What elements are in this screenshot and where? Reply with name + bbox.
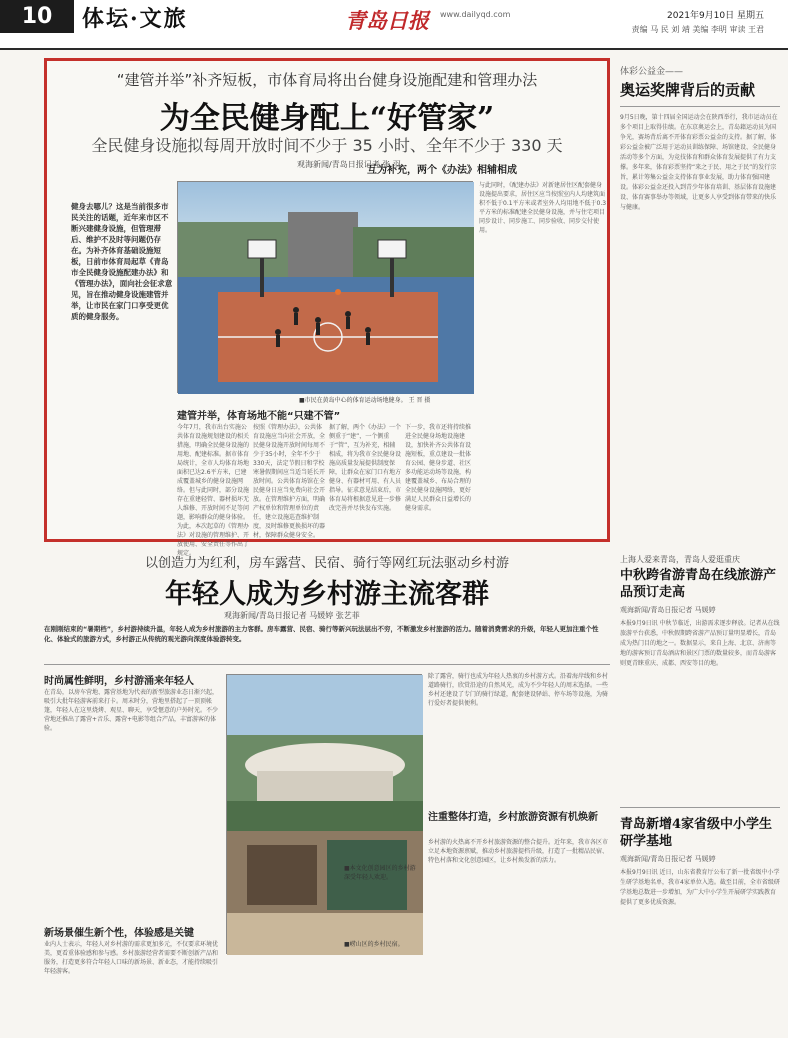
newspaper-logo: 青岛日报 — [345, 8, 429, 33]
editor-credits: 责编 马 民 刘 靖 美编 李明 审读 王君 — [631, 25, 764, 34]
second-column-2: 除了露营，骑行也成为年轻人热衷的乡村游方式。沿着海岸线和乡村道路骑行，欣赏沿途的自然风光，成为不少年轻人的周末选择。一些乡村还建设了专门的骑行绿道，配套建设驿站、停车场等设施，为骑行爱好者提供便利。 — [428, 673, 609, 707]
rural-photo-caption-a: ■本文化创意园区的乡村游深受年轻人欢迎。 — [344, 865, 416, 881]
article-kicker: “建管并举”补齐短板，市体育局将出台健身设施配建和管理办法 — [116, 71, 538, 89]
side-news-column — [620, 552, 780, 1036]
second-column-4: 业内人士表示，年轻人对乡村游的需求更加多元，不仅要求环境优美，更看重体验感和参与感。乡村旅游经营者需要不断创新产品和服务，打造更多符合年轻人口味的新场景、新业态，才能持续吸引年轻游客。 — [44, 941, 219, 975]
rural-photo-illustration — [227, 675, 423, 955]
side-news-byline: 观海新闻/青岛日报记者 马媛婷 — [620, 855, 716, 863]
side-lead-byline: 观海新闻/青岛日报记者 马媛婷 — [620, 606, 716, 614]
second-column-1: 在青岛，以房车营地、露营基地为代表的新型旅游业态日渐兴起，吸引大批年轻游客前来打卡。周末时分，营地里搭起了一顶顶帐篷，年轻人在这里烧烤、观星、聊天，享受惬意的户外时光。不少营地还推出了露营+音乐、露营+电影等组合产品，丰富游客的体验。 — [44, 689, 219, 732]
side-news-headline: 青岛新增4家省级中小学生研学基地 — [620, 817, 773, 849]
article-headline: 为全民健身配上“好管家” — [159, 101, 495, 136]
side-news-body: 本报9月9日讯 近日，山东省教育厅公布了新一批省级中小学生研学基地名单，我市4家单位入选。截至目前，全市省级研学基地总数进一步增加，为广大中小学生开展研学实践教育提供了更多优质资源。 — [620, 869, 780, 906]
featured-article — [44, 58, 610, 557]
second-byline: 观海新闻/青岛日报记者 马媛婷 张艺菲 — [224, 611, 360, 620]
issue-date: 2021年9月10日 星期五 — [667, 11, 764, 21]
subhead-build-manage: 建管并举，体育场地不能“只建不管” — [177, 411, 341, 422]
subhead-new-scenes: 新场景催生新个性，体验感是关键 — [44, 928, 194, 939]
body-column-4: 下一步，我市还将持续推进全民健身场地设施建设，加快补齐公共体育设施短板，重点建设一批体育公园、健身步道、社区多功能运动场等设施，构建覆盖城乡、布局合理的全民健身设施网络，更好满足人民群众日益增长的健身需求。 — [405, 424, 472, 512]
side-lead-headline: 中秋跨省游青岛在线旅游产品预订走高 — [620, 568, 777, 600]
section-title: 体坛·文旅 — [82, 6, 188, 32]
masthead — [0, 0, 788, 50]
side-headline: 奥运奖牌背后的贡献 — [620, 81, 756, 99]
article-byline: 观海新闻/青岛日报记者 张 羽 — [297, 160, 401, 169]
subhead-complementary: 互为补充，两个《办法》相辅相成 — [367, 165, 517, 176]
court-photo-illustration — [178, 182, 474, 394]
second-intro: 在刚刚结束的“暑期档”，乡村游持续升温，年轻人成为乡村旅游的主力客群。房车露营、民宿、骑行等新兴玩法层出不穷，不断激发乡村旅游的活力。随着消费需求的升级，年轻人更加注重个性化、体验式的旅游方式，乡村游正从传统的观光游向深度体验游转变。 — [44, 625, 599, 643]
article-subtitle: 全民健身设施拟每周开放时间不少于 35 小时、全年不少于 330 天 — [91, 136, 563, 155]
body-column-2: 按照《管理办法》，公共体育设施应当向社会开放，全民健身设施开放时间每周不少于35小时，全年不少于330天，法定节假日和学校寒暑假期间应当适当延长开放时间。公共体育场馆在全民健身日应当免费向社会开放。在管理维护方面，明确产权单位和管理单位的责任，建立设施巡查维护制度，及时维修更换损坏的器材，保障群众健身安全。 — [253, 424, 326, 539]
side-article-lottery — [620, 58, 780, 542]
article-lede: 健身去哪儿？这是当前很多市民关注的话题，近年来市区不断兴建健身设施，但管理滞后、维护不及时等问题仍存在。为补齐体育基础设施短板，日前市体育局起草《青岛市全民健身设施配建办法》和《管理办法》，面向社会征求意见，旨在推动健身设施建管并举，让市民在家门口享受更优质的健身服务。 — [71, 202, 173, 321]
rural-tourism-article — [44, 552, 610, 1036]
body-column-right: 与此同时，《配建办法》对新建居住区配套健身设施提出要求，居住区应当按照室内人均建筑面积不低于0.1平方米或者室外人均用地不低于0.3平方米的标准配建全民健身设施，并与住宅项目同步设计、同步施工、同步验收、同步交付使用。 — [479, 182, 607, 234]
basketball-court-photo — [177, 181, 473, 393]
side-kicker: 体彩公益金—— — [620, 67, 684, 77]
body-column-1: 今年7月，我市出台实施公共体育设施规划建设的相关措施，明确全民健身设施的用地、配建标准。据市体育局统计，全市人均体育场地面积已达2.6平方米，已建成覆盖城乡的健身设施网络。但与此同时，部分设施存在重建轻管、器材损坏无人维修、开放时间不足等问题，影响群众的健身体验。为此，本次起草的《管理办法》对设施的管理维护、开放使用、安全责任等作出了规定。 — [177, 424, 250, 557]
page-number: 10 — [0, 0, 74, 33]
second-column-3: 乡村游的火热离不开乡村旅游资源的整合提升。近年来，我市各区市立足本地资源禀赋，推动乡村旅游提档升级，打造了一批精品民宿、特色村落和文化创意园区，让乡村焕发新的活力。 — [428, 839, 609, 864]
second-headline: 年轻人成为乡村游主流客群 — [165, 579, 489, 610]
body-column-3: 据了解，两个《办法》一个侧重于“建”，一个侧重于“管”，互为补充，相辅相成，将为我市全民健身设施高质量发展提供制度保障，让群众在家门口有地方健身、有器材可用、有人员指导。征求意见结束后，市体育局将根据意见进一步修改完善并尽快发布实施。 — [329, 424, 402, 512]
rural-photo-caption-b: ■崂山区的乡村民宿。 — [344, 941, 404, 948]
rural-photo — [226, 674, 422, 954]
website-url: www.dailyqd.com — [440, 10, 511, 19]
subhead-resource-renewal: 注重整体打造，乡村旅游资源有机焕新 — [428, 812, 598, 823]
photo-caption: ■市民在黄岛中心的体育运动场地健身。 王 晋 摄 — [299, 397, 431, 404]
side-body: 9月5日晚，第十四届全国运动会在陕西举行，我市运动员在多个项目上取得佳绩。在东京奥运会上，青岛籍运动员为国争光，赛场背后离不开体育彩票公益金的支持。据了解，体彩公益金被广泛用于运动员训练保障、场馆建设、全民健身活动等多个方面，为竞技体育和群众体育发展提供了有力支撑。多年来，体育彩票坚持“来之于民、用之于民”的发行宗旨，累计筹集公益金支持体育事业发展，助力体育强国建设。体彩公益金还投入到青少年体育培训、基层体育设施建设、体育赛事举办等领域，让更多人享受到体育带来的快乐与健康。 — [620, 114, 778, 211]
side-lead-kicker: 上海人爱来青岛，青岛人爱逛重庆 — [620, 555, 740, 564]
second-kicker: 以创造力为红利，房车露营、民宿、骑行等网红玩法驱动乡村游 — [144, 556, 509, 571]
side-lead-body: 本报9月9日讯 中秋节临近，出游需求逐步释放。记者从在线旅游平台获悉，中秋假期跨省游产品预订量明显增长，青岛成为热门目的地之一。数据显示，来自上海、北京、济南等地的游客预订青岛酒店和景区门票的数量较多，而青岛游客则更青睐重庆、成都、西安等目的地。 — [620, 620, 780, 667]
subhead-young-visitors: 时尚属性鲜明，乡村游涌来年轻人 — [44, 676, 194, 687]
